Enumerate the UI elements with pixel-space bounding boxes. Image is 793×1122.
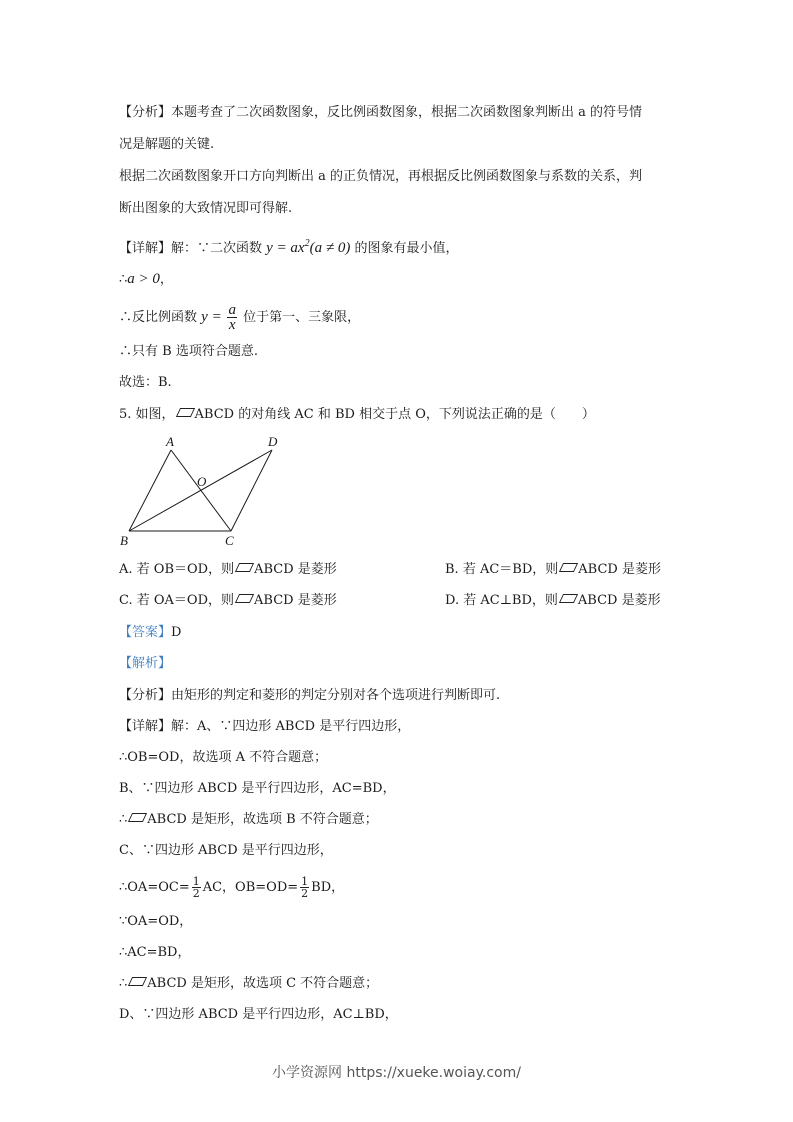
solution-line-6: ∴OA=OC= $\frac{1}{2}$ AC，OB=OD= $\frac{1}{2}$ BD， bbox=[119, 875, 345, 900]
parallelogram-icon bbox=[175, 408, 194, 417]
label-o: O bbox=[197, 474, 207, 489]
label-a: A bbox=[166, 434, 174, 449]
solution-line-3: B、∵四边形 ABCD 是平行四边形，AC=BD， bbox=[119, 781, 396, 796]
detail-text: 【详解】解：∵二次函数 bbox=[119, 241, 263, 256]
analysis-line-1: 【分析】本题考查了二次函数图象，反比例函数图象，根据二次函数图象判断出 a 的符号情 bbox=[119, 105, 643, 120]
option-d: D. 若 AC⊥BD，则 ABCD 是菱形 bbox=[445, 593, 661, 608]
detail-line-1 bbox=[119, 235, 458, 258]
parallelogram-icon bbox=[128, 977, 147, 986]
label-c: C bbox=[225, 533, 234, 548]
parallelogram-figure bbox=[115, 430, 295, 550]
solution-line-4: ∴ ABCD 是矩形，故选项 B 不符合题意； bbox=[119, 812, 378, 827]
parallelogram-icon bbox=[235, 563, 254, 572]
fraction-half: $\frac{1}{2}$ bbox=[192, 875, 200, 900]
math-expression: y = $\frac{a}{x}$ bbox=[201, 302, 236, 333]
analysis-line-3: 根据二次函数图象开口方向判断出 a 的正负情况，再根据反比例函数图象与系数的关系，判 bbox=[119, 169, 643, 184]
math-expression: $y = ax^2(a \ne 0)$ bbox=[266, 238, 351, 256]
solution-line-8: ∴AC=BD， bbox=[119, 945, 191, 960]
solution-line-9: ∴ ABCD 是矩形，故选项 C 不符合题意； bbox=[119, 976, 379, 991]
question-stem: 5. 如图， ABCD 的对角线 AC 和 BD 相交于点 O，下列说法正确的是（ ） bbox=[119, 407, 595, 422]
solution-line-10: D、∵四边形 ABCD 是平行四边形，AC⊥BD， bbox=[119, 1007, 398, 1022]
detail-line-5: 故选：B. bbox=[119, 375, 172, 390]
option-c: C. 若 OA＝OD，则 ABCD 是菱形 bbox=[119, 593, 337, 608]
math-expression: a > 0 bbox=[127, 271, 160, 287]
footer-watermark: 小学资源网 https://xueke.woiay.com/ bbox=[272, 1065, 521, 1081]
label-d: D bbox=[268, 434, 278, 449]
solution-line-1: 【详解】解：A、∵四边形 ABCD 是平行四边形， bbox=[119, 719, 411, 734]
analysis-line-2: 况是解题的关键. bbox=[119, 137, 215, 152]
answer-line bbox=[119, 624, 181, 642]
solution-analysis: 【分析】由矩形的判定和菱形的判定分别对各个选项进行判断即可. bbox=[119, 688, 501, 703]
detail-line-4: ∴只有 B 选项符合题意. bbox=[119, 344, 258, 359]
parallelogram-icon bbox=[235, 594, 254, 603]
answer-value: D bbox=[171, 625, 182, 640]
label-b: B bbox=[120, 533, 128, 548]
parallelogram-icon bbox=[559, 563, 578, 572]
parallelogram-icon bbox=[128, 813, 147, 822]
detail-line-2: ∴a > 0， bbox=[119, 271, 173, 287]
fraction-half: $\frac{1}{2}$ bbox=[301, 875, 309, 900]
analysis-line-4: 断出图象的大致情况即可得解. bbox=[119, 201, 293, 216]
analysis-label: 【解析】 bbox=[119, 656, 172, 671]
answer-label: 【答案】 bbox=[119, 625, 172, 640]
option-a: A. 若 OB＝OD，则 ABCD 是菱形 bbox=[119, 562, 337, 577]
solution-line-7: ∵OA=OD， bbox=[119, 914, 193, 929]
detail-text: 的图象有最小值， bbox=[354, 241, 459, 256]
detail-line-3: ∴反比例函数 y = $\frac{a}{x}$ 位于第一、三象限， bbox=[119, 302, 361, 333]
option-b: B. 若 AC＝BD，则 ABCD 是菱形 bbox=[445, 562, 661, 577]
solution-line-2: ∴OB=OD，故选项 A 不符合题意； bbox=[119, 750, 328, 765]
parallelogram-icon bbox=[559, 594, 578, 603]
solution-line-5: C、∵四边形 ABCD 是平行四边形， bbox=[119, 843, 333, 858]
